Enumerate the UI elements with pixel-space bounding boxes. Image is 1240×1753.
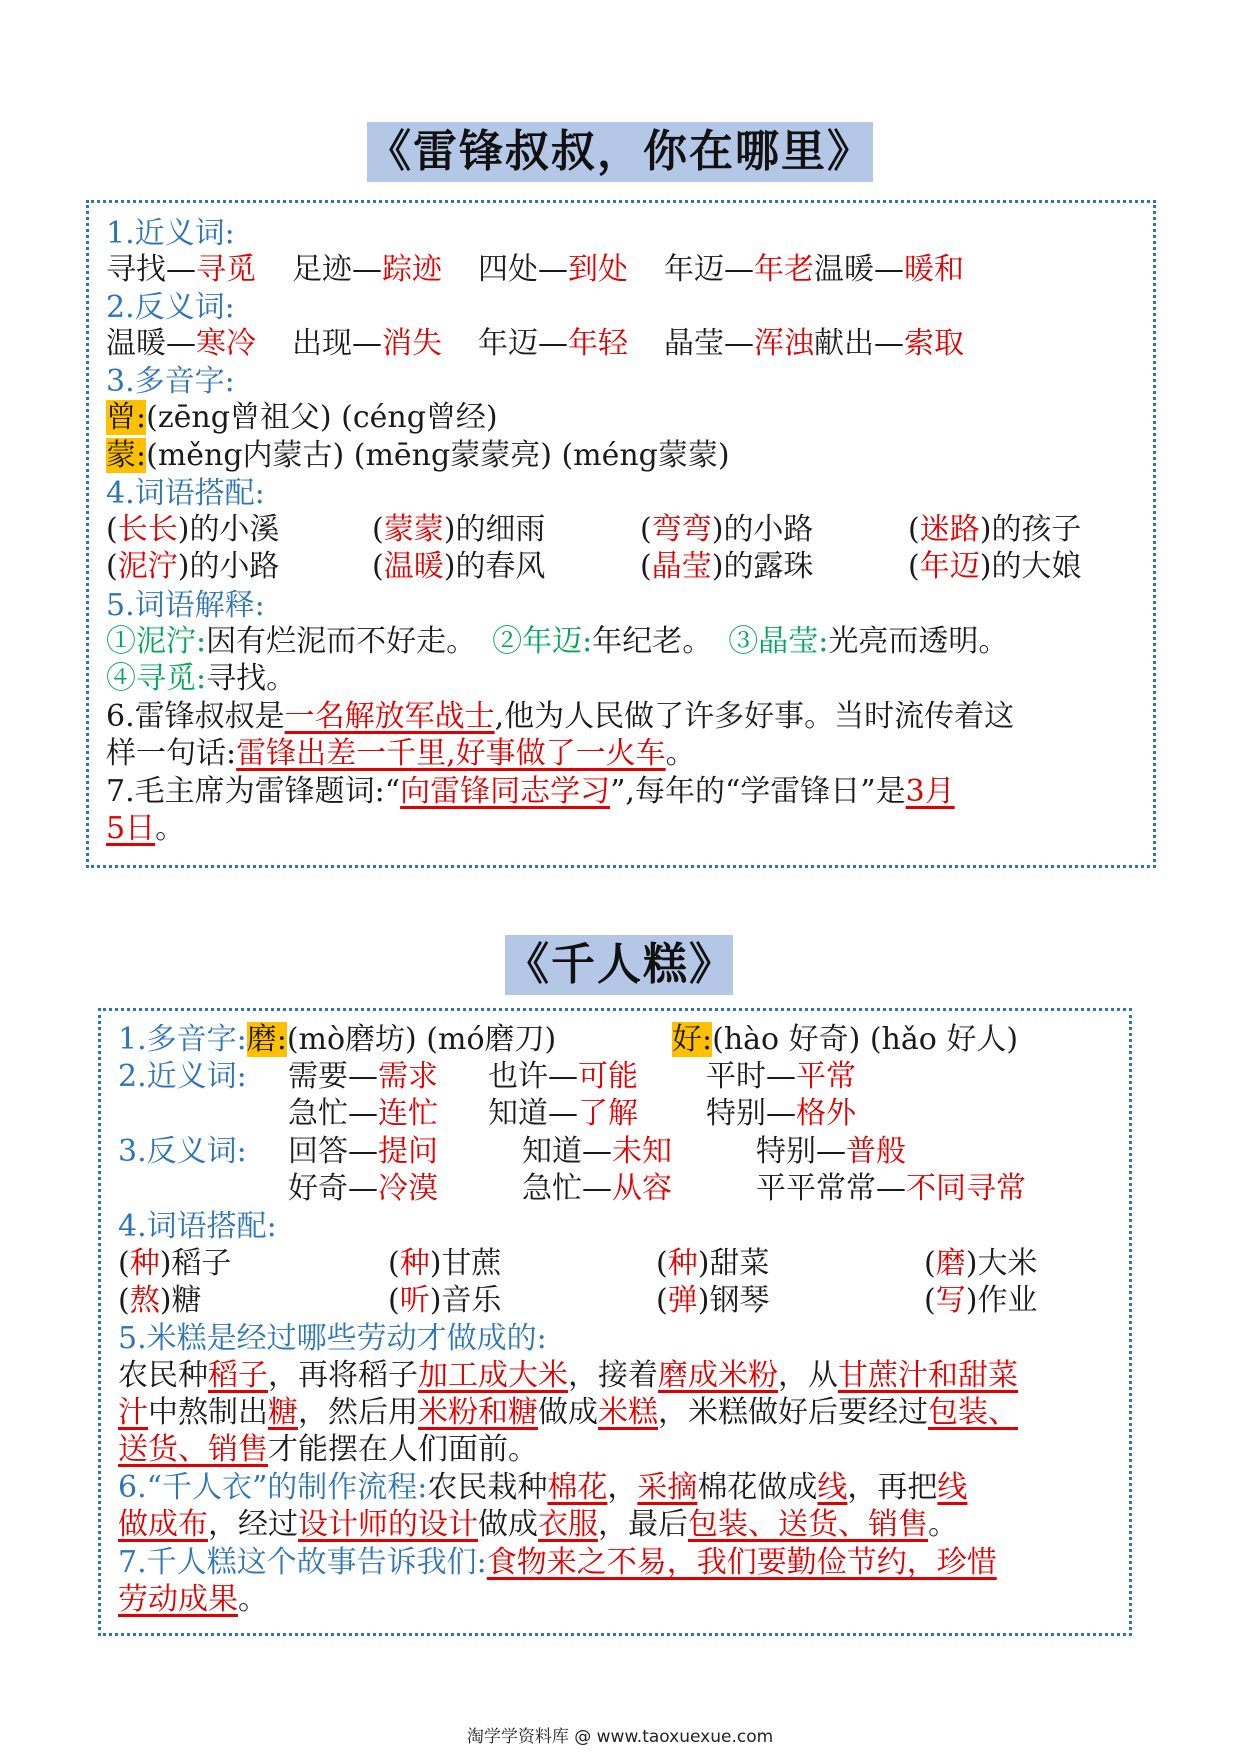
s1-collocation-item: (长长)的小溪: [106, 512, 280, 547]
s2-pair: 回答—提问: [288, 1134, 438, 1169]
s1-polyphone-row: 曾:(zēng曾祖父) (céng曾经): [106, 400, 498, 435]
s2-q6-line: 做成布，经过设计师的设计做成衣服，最后包装、送货、销售。: [118, 1507, 958, 1542]
s1-collocation-item: (年迈)的大娘: [908, 549, 1082, 584]
s2-polyphones-row: 好:(hào 好奇) (hǎo 好人): [672, 1022, 1019, 1057]
s2-q5-line: 农民种稻子，再将稻子加工成大米，接着磨成米粉，从甘蔗汁和甜菜: [118, 1358, 1018, 1393]
s2-collocation-item: (熬)糖: [118, 1283, 202, 1318]
s2-collocation-item: (种)稻子: [118, 1246, 232, 1281]
s2-pair: 知道—未知: [522, 1134, 672, 1169]
s1-q6-line: 样一句话:雷锋出差一千里,好事做了一火车。: [106, 736, 696, 771]
s1-q6-line: 6.雷锋叔叔是一名解放军战士,他为人民做了许多好事。当时流传着这: [106, 699, 1015, 734]
s2-pair: 平时—平常: [706, 1059, 856, 1094]
s2-collocation-item: (写)作业: [924, 1283, 1038, 1318]
s2-q5-line: 汁中熬制出糖，然后用米粉和糖做成米糕，米糕做好后要经过包装、: [118, 1395, 1018, 1430]
s1-q7-line: 5日。: [106, 811, 186, 846]
s1-collocation-item: (晶莹)的露珠: [640, 549, 814, 584]
s1-polyphones-heading: 3.多音字:: [106, 364, 235, 399]
s2-pair: 急忙—从容: [522, 1171, 672, 1206]
s2-q7-line: 劳动成果。: [118, 1582, 268, 1617]
section2-title: 《千人糕》: [505, 935, 733, 995]
footer-watermark: 淘学学资料库 @ www.taoxuexue.com: [466, 1727, 774, 1747]
s1-collocation-item: (弯弯)的小路: [640, 512, 814, 547]
s1-collocations-heading: 4.词语搭配:: [106, 476, 265, 511]
s2-collocation-item: (磨)大米: [924, 1246, 1038, 1281]
s2-pair: 特别—普般: [756, 1134, 906, 1169]
s2-pair: 特别—格外: [706, 1096, 856, 1131]
s2-collocation-item: (弹)钢琴: [656, 1283, 770, 1318]
s1-synonyms-heading: 1.近义词:: [106, 216, 235, 251]
s1-antonyms-row: 温暖—寒冷 出现—消失 年迈—年轻 晶莹—浑浊献出—索取: [106, 326, 964, 361]
s2-antonyms-heading: 3.反义词:: [118, 1134, 247, 1169]
s1-collocation-item: (蒙蒙)的细雨: [372, 512, 546, 547]
s1-collocation-item: (迷路)的孩子: [908, 512, 1082, 547]
s2-q5-heading: 5.米糕是经过哪些劳动才做成的:: [118, 1321, 547, 1356]
section1-title: 《雷锋叔叔，你在哪里》: [367, 122, 873, 182]
s2-collocation-item: (听)音乐: [388, 1283, 502, 1318]
s2-collocation-item: (种)甘蔗: [388, 1246, 502, 1281]
s2-q5-line: 送货、销售才能摆在人们面前。: [118, 1432, 538, 1467]
s2-q7-line: 7.千人糕这个故事告诉我们:食物来之不易，我们要勤俭节约，珍惜: [118, 1545, 997, 1580]
s2-pair: 也许—可能: [488, 1059, 638, 1094]
s1-synonyms-row: 寻找—寻觅 足迹—踪迹 四处—到处 年迈—年老温暖—暖和: [106, 252, 964, 287]
s1-collocation-item: (温暖)的春风: [372, 549, 546, 584]
s2-synonyms-heading: 2.近义词:: [118, 1059, 247, 1094]
s1-q7-line: 7.毛主席为雷锋题词:“向雷锋同志学习”,每年的“学雷锋日”是3月: [106, 774, 955, 809]
s2-pair: 需要—需求: [288, 1059, 438, 1094]
s1-explanations-row: ④寻觅:寻找。: [106, 661, 297, 696]
s2-q6-line: 6.“千人衣”的制作流程:农民栽种棉花，采摘棉花做成线，再把线: [118, 1470, 968, 1505]
s2-pair: 平平常常—不同寻常: [756, 1171, 1026, 1206]
s2-pair: 急忙—连忙: [288, 1096, 438, 1131]
s2-polyphones-row: 1.多音字:磨:(mò磨坊) (mó磨刀): [118, 1022, 557, 1057]
s2-collocations-heading: 4.词语搭配:: [118, 1209, 277, 1244]
s1-antonyms-heading: 2.反义词:: [106, 290, 235, 325]
s1-explanations-row: ①泥泞:因有烂泥而不好走。 ②年迈:年纪老。 ③晶莹:光亮而透明。: [106, 624, 1009, 659]
s2-collocation-item: (种)甜菜: [656, 1246, 770, 1281]
s1-polyphone-row: 蒙:(měng内蒙古) (mēng蒙蒙亮) (méng蒙蒙): [106, 438, 730, 473]
s2-pair: 知道—了解: [488, 1096, 638, 1131]
s2-pair: 好奇—冷漠: [288, 1171, 438, 1206]
s1-explanations-heading: 5.词语解释:: [106, 588, 265, 623]
s1-collocation-item: (泥泞)的小路: [106, 549, 280, 584]
